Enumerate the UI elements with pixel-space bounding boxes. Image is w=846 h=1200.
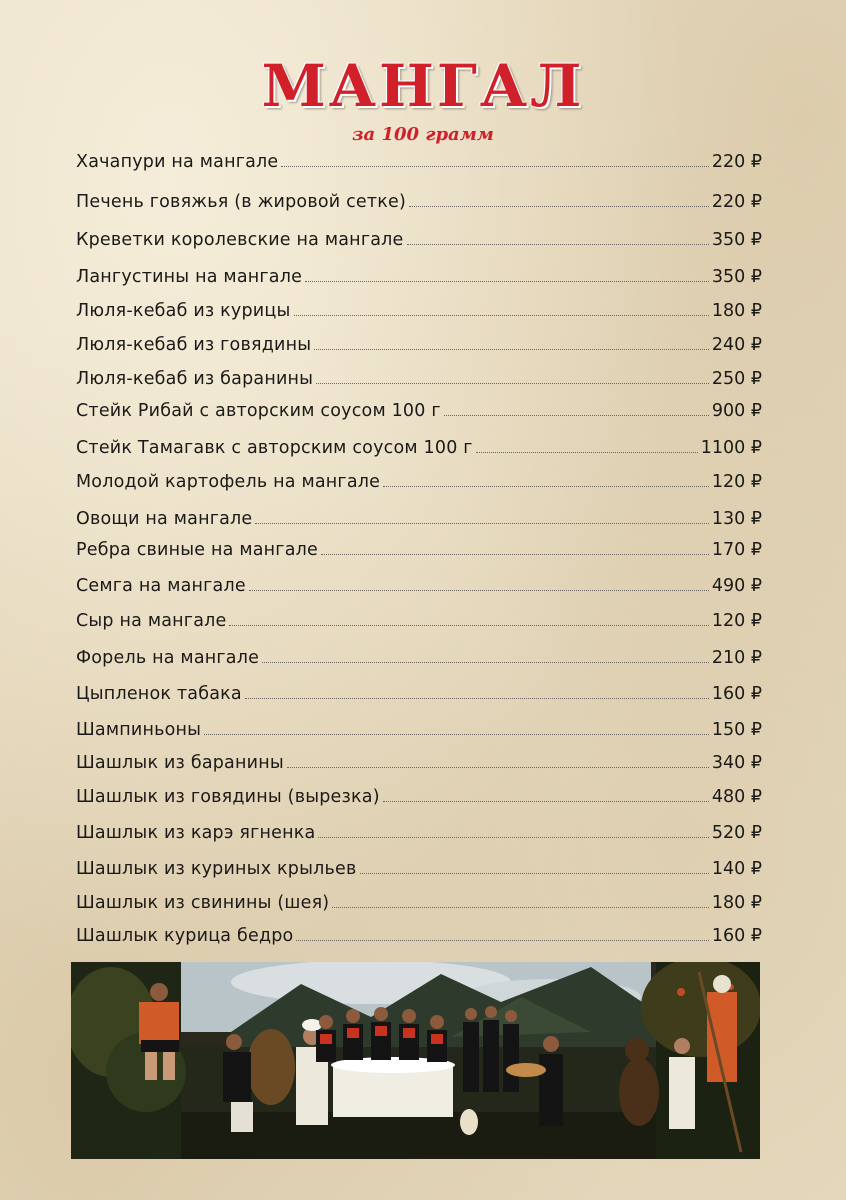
dot-leader — [383, 801, 709, 802]
menu-item — [76, 331, 762, 355]
menu-item-name: Люля-кебаб из говядины — [76, 335, 312, 355]
menu-item-price: 480 ₽ — [711, 787, 762, 807]
menu-item-name: Шампиньоны — [76, 720, 202, 740]
dot-leader — [476, 452, 698, 453]
dot-leader — [249, 590, 709, 591]
menu-item-name: Шашлык из куриных крыльев — [76, 859, 357, 879]
menu-item-price: 340 ₽ — [711, 753, 762, 773]
menu-item-name: Ребра свиные на мангале — [76, 540, 318, 560]
dot-leader — [409, 206, 709, 207]
menu-item-price: 150 ₽ — [711, 720, 762, 740]
menu-item-price: 490 ₽ — [711, 576, 762, 596]
menu-item-name: Печень говяжья (в жировой сетке) — [76, 192, 407, 212]
menu-item — [76, 783, 762, 807]
menu-item-price: 220 ₽ — [711, 192, 762, 212]
menu-item-name: Овощи на мангале — [76, 509, 253, 529]
dot-leader — [316, 383, 709, 384]
menu-item — [76, 397, 762, 421]
dot-leader — [314, 349, 709, 350]
dot-leader — [262, 662, 709, 663]
dot-leader — [294, 315, 709, 316]
menu-item-name: Цыпленок табака — [76, 684, 242, 704]
menu-item — [76, 468, 762, 492]
menu-item — [76, 572, 762, 596]
menu-item-name: Хачапури на мангале — [76, 152, 279, 172]
menu-item-price: 350 ₽ — [711, 267, 762, 287]
menu-item-name: Люля-кебаб из баранины — [76, 369, 314, 389]
menu-item-name: Молодой картофель на мангале — [76, 472, 381, 492]
dot-leader — [318, 837, 708, 838]
menu-item-name: Стейк Рибай с авторским соусом 100 г — [76, 401, 441, 421]
dot-leader — [287, 767, 709, 768]
feast-painting-image — [71, 962, 760, 1159]
menu-item-name: Форель на мангале — [76, 648, 260, 668]
menu-item-price: 180 ₽ — [711, 893, 762, 913]
menu-item — [76, 889, 762, 913]
menu-item-name: Креветки королевские на мангале — [76, 230, 404, 250]
menu-item — [76, 536, 762, 560]
menu-item — [76, 922, 762, 946]
menu-item-price: 520 ₽ — [711, 823, 762, 843]
menu-item — [76, 148, 762, 172]
menu-item — [76, 365, 762, 389]
dot-leader — [383, 486, 709, 487]
menu-item-price: 140 ₽ — [711, 859, 762, 879]
dot-leader — [407, 244, 709, 245]
menu-item — [76, 188, 762, 212]
dot-leader — [332, 907, 709, 908]
menu-item-price: 160 ₽ — [711, 684, 762, 704]
menu-item — [76, 297, 762, 321]
menu-item-name: Шашлык курица бедро — [76, 926, 294, 946]
dot-leader — [321, 554, 709, 555]
menu-item — [76, 644, 762, 668]
menu-item — [76, 716, 762, 740]
menu-item-name: Шашлык из свинины (шея) — [76, 893, 330, 913]
menu-item-price: 160 ₽ — [711, 926, 762, 946]
menu-item — [76, 263, 762, 287]
menu-item-name: Шашлык из говядины (вырезка) — [76, 787, 380, 807]
menu-item — [76, 226, 762, 250]
menu-item — [76, 855, 762, 879]
menu-item — [76, 607, 762, 631]
page-title: МАНГАЛ — [261, 52, 585, 120]
menu-item-price: 1100 ₽ — [700, 438, 762, 458]
dot-leader — [229, 625, 708, 626]
menu-item — [76, 434, 762, 458]
menu-item-price: 240 ₽ — [711, 335, 762, 355]
menu-item-price: 170 ₽ — [711, 540, 762, 560]
menu-item-price: 120 ₽ — [711, 611, 762, 631]
menu-item — [76, 749, 762, 773]
menu-item-name: Сыр на мангале — [76, 611, 227, 631]
dot-leader — [245, 698, 709, 699]
menu-item-name: Лангустины на мангале — [76, 267, 303, 287]
dot-leader — [204, 734, 709, 735]
dot-leader — [360, 873, 709, 874]
page-subtitle: за 100 грамм — [352, 124, 494, 145]
dot-leader — [255, 523, 709, 524]
menu-item-name: Люля-кебаб из курицы — [76, 301, 291, 321]
menu-item-price: 250 ₽ — [711, 369, 762, 389]
menu-item-price: 220 ₽ — [711, 152, 762, 172]
dot-leader — [305, 281, 709, 282]
menu-item — [76, 680, 762, 704]
menu-item — [76, 819, 762, 843]
menu-item-name: Шашлык из баранины — [76, 753, 284, 773]
menu-item-price: 120 ₽ — [711, 472, 762, 492]
dot-leader — [296, 940, 708, 941]
menu-item-price: 900 ₽ — [711, 401, 762, 421]
menu-item-price: 350 ₽ — [711, 230, 762, 250]
menu-item-name: Семга на мангале — [76, 576, 246, 596]
menu-item-price: 210 ₽ — [711, 648, 762, 668]
menu-item-price: 130 ₽ — [711, 509, 762, 529]
menu-item-price: 180 ₽ — [711, 301, 762, 321]
menu-item — [76, 505, 762, 529]
menu-item-name: Шашлык из карэ ягненка — [76, 823, 316, 843]
dot-leader — [281, 166, 709, 167]
dot-leader — [444, 415, 709, 416]
menu-item-name: Стейк Тамагавк с авторским соусом 100 г — [76, 438, 473, 458]
